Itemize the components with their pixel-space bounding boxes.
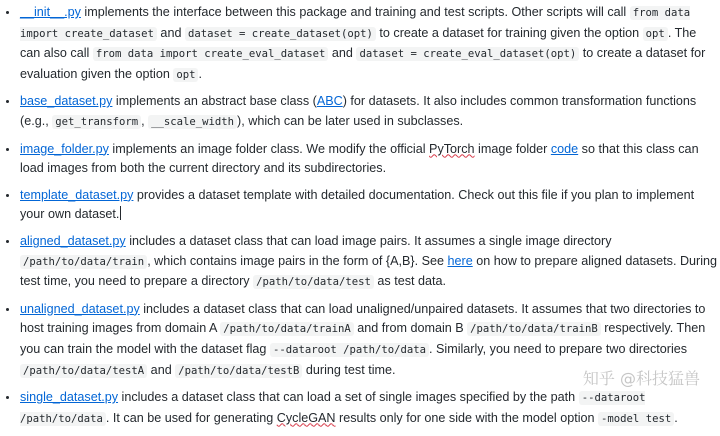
item-text: as test data. — [373, 274, 447, 289]
file-link-template-dataset[interactable]: template_dataset.py — [20, 187, 134, 202]
item-text: on how to prepare aligned datasets. During test time, you need to prepare a directory — [20, 253, 718, 289]
list-item — [19, 140, 719, 179]
item-text: respectively. Then you can train the model with the dataset flag — [20, 321, 706, 356]
code-snippet: /path/to/data/testA — [20, 364, 147, 378]
item-text: and — [147, 362, 176, 377]
list-item — [19, 3, 719, 85]
item-text: ) for datasets. It also includes common transformation functions (e.g., — [20, 94, 697, 128]
item-text: . The can also call — [20, 25, 697, 61]
spellcheck-word: PyTorch — [429, 141, 475, 156]
item-text: and from domain B — [353, 321, 468, 336]
item-text: results only for one side with the model option — [335, 410, 599, 425]
code-snippet: /path/to/data/trainB — [467, 322, 601, 336]
item-text: to create a dataset for training given the option — [375, 25, 643, 40]
file-link-unaligned-dataset[interactable]: unaligned_dataset.py — [20, 301, 140, 316]
item-text: to create a dataset for evaluation given the option — [20, 46, 706, 81]
item-text: implements an abstract base class ( — [112, 94, 317, 109]
code-snippet: opt — [173, 68, 198, 82]
code-snippet: dataset = create_dataset(opt) — [185, 27, 376, 41]
code-snippet: /path/to/data/train — [20, 255, 147, 269]
code-snippet: dataset = create_eval_dataset(opt) — [356, 47, 579, 61]
item-text: and — [156, 25, 185, 40]
item-text: . It can be used for generating — [105, 410, 277, 425]
file-link-aligned-dataset[interactable]: aligned_dataset.py — [20, 233, 126, 248]
item-text: includes a dataset class that can load a set of single images specified by the path — [118, 390, 579, 405]
abc-link[interactable]: ABC — [316, 94, 343, 109]
item-text: . — [198, 66, 202, 81]
item-text: so that this class can load images from both the current directory and its subdirectories. — [20, 141, 699, 176]
list-item — [19, 232, 719, 293]
item-text: ), which can be later used in subclasses. — [237, 113, 464, 128]
code-snippet: /path/to/data/test — [253, 275, 374, 289]
file-link-image-folder[interactable]: image_folder.py — [20, 141, 109, 156]
code-snippet: --dataroot /path/to/data — [270, 343, 429, 357]
item-text: , which contains image pairs in the form of {A,B}. See — [147, 253, 448, 268]
code-snippet: --dataroot /path/to/data — [20, 392, 646, 425]
list-item — [19, 186, 719, 225]
code-snippet: /path/to/data/testB — [175, 364, 302, 378]
code-snippet: /path/to/data/trainA — [220, 322, 354, 336]
item-text: provides a dataset template with detailed documentation. Check out this file if you plan to implement your own dataset. — [20, 187, 695, 222]
module-list — [0, 3, 719, 436]
code-snippet: from data import create_eval_dataset — [93, 47, 329, 61]
file-link-init[interactable]: __init__.py — [20, 5, 81, 19]
code-link[interactable]: code — [550, 141, 579, 156]
item-text: . Similarly, you need to prepare two directories — [429, 341, 688, 356]
item-text: includes a dataset class that can load unaligned/unpaired datasets. It assumes that two directories to host training images from domain A — [20, 301, 706, 336]
watermark: 知乎 @科技猛兽 — [582, 369, 700, 388]
file-link-single-dataset[interactable]: single_dataset.py — [20, 390, 119, 405]
code-snippet: __scale_width — [148, 115, 237, 129]
item-text: implements an image folder class. We modify the official — [108, 141, 430, 156]
item-text: , — [141, 113, 149, 128]
item-text: . — [674, 410, 678, 425]
file-link-base-dataset[interactable]: base_dataset.py — [20, 94, 113, 109]
code-snippet: -model test — [598, 412, 674, 426]
code-snippet: get_transform — [52, 115, 141, 129]
list-item — [19, 388, 719, 429]
item-text: image folder — [474, 141, 551, 156]
item-text: implements the interface between this package and training and test scripts. Other scripts will call — [80, 5, 630, 19]
item-text: includes a dataset class that can load image pairs. It assumes a single image directory — [125, 233, 612, 248]
list-item — [19, 300, 719, 381]
code-snippet: opt — [643, 27, 668, 41]
here-link[interactable]: here — [447, 253, 473, 268]
spellcheck-word: CycleGAN — [276, 410, 336, 425]
item-text: during test time. — [302, 362, 396, 377]
item-text: and — [328, 46, 357, 61]
code-snippet: from data import create_dataset — [20, 7, 691, 40]
list-item — [19, 92, 719, 132]
text-cursor — [120, 206, 121, 220]
